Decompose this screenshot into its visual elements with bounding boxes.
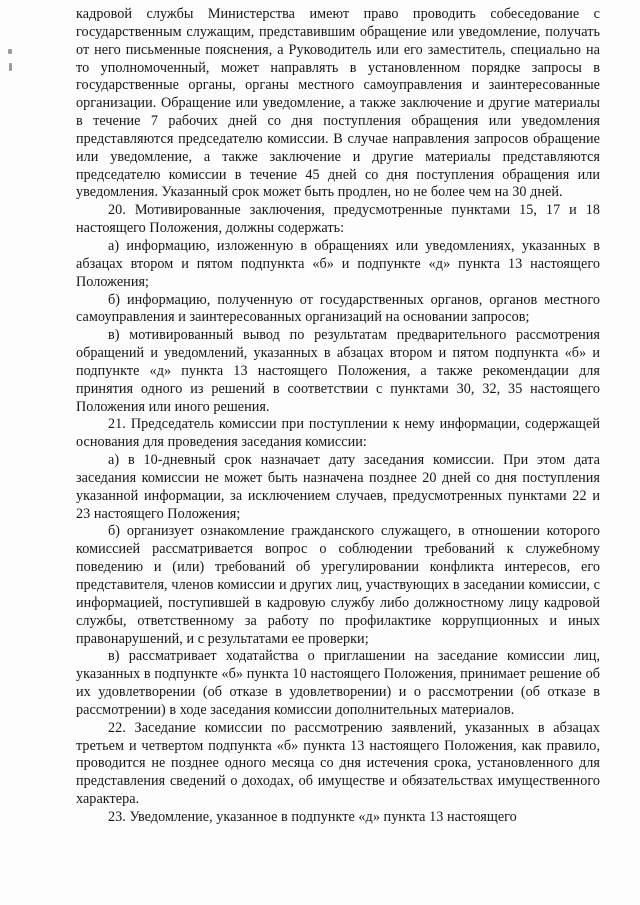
document-body bbox=[76, 6, 600, 827]
paragraph-20: 20. Мотивированные заключения, предусмотренные пунктами 15, 17 и 18 настоящего Положения, должны содержать: bbox=[76, 202, 600, 237]
paragraph-21: 21. Председатель комиссии при поступлении к нему информации, содержащей основания для проведения заседания комиссии: bbox=[76, 416, 600, 451]
paragraph-23: 23. Уведомление, указанное в подпункте «д» пункта 13 настоящего bbox=[108, 808, 517, 825]
paragraph-20-a: а) информацию, изложенную в обращениях или уведомлениях, указанных в абзацах втором и пятом подпункта «б» и подпункте «д» пункта 13 настоящего Положения; bbox=[76, 237, 600, 290]
paragraph-22: 22. Заседание комиссии по рассмотрению заявлений, указанных в абзацах третьем и четвертом подпункта «б» пункта 13 настоящего Положения, как правило, проводится не позднее одного месяца со дня истечения срока, установленного для представления сведений о доходах, об имуществе и обязательствах имущественного характера. bbox=[76, 719, 600, 808]
paragraph-20-b: б) информацию, полученную от государственных органов, органов местного самоуправления и заинтересованных организаций на основании запросов; bbox=[76, 291, 600, 326]
paragraph-20-c: в) мотивированный вывод по результатам предварительного рассмотрения обращений и уведомлений, указанных в абзацах втором и пятом подпункта «б» и подпункте «д» пункта 13 настоящего Положения, а также рекомендации для принятия одного из решений в соответствии с пунктами 30, 32, 35 настоящего Положения или иного решения. bbox=[76, 327, 600, 415]
margin-mark bbox=[9, 63, 12, 71]
margin-mark bbox=[8, 49, 12, 54]
paragraph-continuation: кадровой службы Министерства имеют право проводить собеседование с государственным служащим, представившим обращение или уведомление, получать от него письменные пояснения, а Руководитель или его заместитель, специально на то уполномоченный, может направлять в установленном порядке запросы в государственные органы, органы местного самоуправления и заинтересованные организации. Обращение или уведомление, а также заключение и другие материалы в течение 7 рабочих дней со дня поступления обращения или уведомления представляются председателю комиссии. В случае направления запросов обращение или уведомление, а также заключение и другие материалы представляются председателю комиссии в течение 45 дней со дня поступления обращения или уведомления. Указанный срок может быть продлен, но не более чем на 30 дней. bbox=[76, 6, 600, 201]
paragraph-21-c: в) рассматривает ходатайства о приглашении на заседание комиссии лиц, указанных в подпункте «б» пункта 10 настоящего Положения, принимает решение об их удовлетворении (об отказе в удовлетворении) и о рассмотрении (об отказе в рассмотрении) в ходе заседания комиссии дополнительных материалов. bbox=[76, 648, 600, 718]
paragraph-21-a: а) в 10-дневный срок назначает дату заседания комиссии. При этом дата заседания комиссии не может быть назначена позднее 20 дней со дня поступления указанной информации, за исключением случаев, предусмотренных пунктами 22 и 23 настоящего Положения; bbox=[76, 452, 600, 522]
paragraph-21-b: б) организует ознакомление гражданского служащего, в отношении которого комиссией рассматривается вопрос о соблюдении требований к служебному поведению и (или) требований об урегулировании конфликта интересов, его представителя, членов комиссии и других лиц, участвующих в заседании комиссии, с информацией, поступившей в кадровую службу либо должностному лицу кадровой службы, ответственному за работу по профилактике коррупционных и иных правонарушений, и с результатами ее проверки; bbox=[76, 523, 600, 647]
